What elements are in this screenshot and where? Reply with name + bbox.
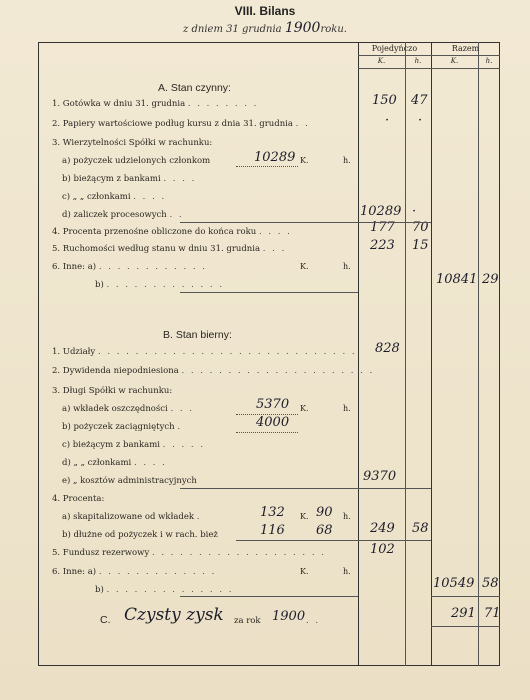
label: d) „ „ członkami [62, 458, 132, 468]
h-marker: h. [343, 156, 351, 165]
a-item-3a [62, 156, 210, 166]
h-marker: h. [343, 404, 351, 413]
a-item-3c: c) „ „ członkami . . . . [62, 192, 167, 202]
b-item-3c: c) bieżącym z bankami . . . . . [62, 440, 206, 450]
a-total-k: 10841 [436, 272, 478, 287]
label: 6. Inne: a) [52, 567, 97, 577]
b-total-h: 58 [482, 576, 499, 591]
b-item-3e [62, 476, 197, 486]
subheader-h: h. [414, 57, 422, 65]
a-total-h: 29 [482, 272, 499, 287]
header-rule [358, 55, 500, 56]
b-3e-k: 9370 [363, 469, 397, 484]
subtotal-rule [358, 540, 431, 541]
b-3a-amount: 5370 [256, 397, 290, 412]
k-marker: K. [300, 156, 309, 165]
label: a) wkładek oszczędności [62, 404, 168, 414]
k-marker: K. [300, 512, 309, 521]
label: b) dłużne od pożyczek i w rach. bież [62, 530, 218, 540]
page-subtitle [0, 20, 530, 36]
subtotal-rule [180, 488, 358, 489]
b-4a-k: 132 [260, 505, 285, 520]
column-header-razem: Razem [451, 44, 480, 53]
b-4b-h: 68 [316, 523, 333, 538]
c-za-rok [234, 616, 261, 626]
a-3a-amount: 10289 [254, 150, 296, 165]
a-5-k: 223 [370, 238, 395, 253]
b-3b-amount: 4000 [256, 415, 290, 430]
label: b) bieżącym z bankami [62, 174, 161, 184]
label: b) [95, 280, 104, 290]
c-leader: . . [306, 616, 321, 626]
h-marker: h. [343, 262, 351, 271]
label: c) „ „ członkami [62, 192, 131, 202]
a-1-h: 47 [411, 93, 428, 108]
column-header-pojedynczo: Pojedyńczo [371, 44, 418, 53]
label: za rok [234, 616, 261, 626]
total-rule [431, 596, 500, 597]
a-item-3d: d) zaliczek procesowych . . [62, 210, 184, 220]
section-rule [180, 292, 358, 293]
a-4-h: 70 [412, 220, 429, 235]
label: d) zaliczek procesowych [62, 210, 167, 220]
label: a) pożyczek udzielonych członkom [62, 156, 211, 166]
label: 1. Gotówka w dniu 31. grudnia [52, 99, 186, 109]
b-item-3d: d) „ „ członkami . . . . [62, 458, 167, 468]
b-total-k: 10549 [433, 576, 475, 591]
b-4b-k: 116 [260, 523, 285, 538]
subheader-k: K. [377, 57, 386, 65]
h-marker: h. [343, 512, 351, 521]
a-2-h: · [418, 113, 423, 128]
a-item-3b: b) bieżącym z bankami . . . . [62, 174, 197, 184]
a-item-6: 6. Inne: a) . . . . . . . . . . . . [52, 262, 207, 272]
subheader-k: K. [450, 57, 459, 65]
label: 4. Procenta: [52, 494, 105, 504]
b-4a-h: 90 [316, 505, 333, 520]
label: c) bieżącym z bankami [62, 440, 160, 450]
label: 1. Udziały [52, 347, 96, 357]
b-item-3b: b) pożyczek zaciągniętych . [62, 422, 183, 432]
k-marker: K. [300, 262, 309, 271]
column-divider [405, 42, 406, 666]
section-b-title: B. Stan bierny: [163, 329, 232, 341]
section-rule [180, 596, 358, 597]
a-3d-k: 10289 [360, 204, 402, 219]
b-item-3 [52, 386, 172, 396]
k-marker: K. [300, 404, 309, 413]
column-divider [431, 42, 432, 666]
label: 2. Dywidenda niepodniesiona [52, 366, 179, 376]
h-marker: h. [343, 567, 351, 576]
b-4-k: 249 [370, 521, 395, 536]
b-item-3a: a) wkładek oszczędności . . . [62, 404, 194, 414]
b-item-6: 6. Inne: a) . . . . . . . . . . . . . [52, 567, 217, 577]
c-total-h: 71 [484, 606, 501, 621]
header-rule [358, 68, 500, 69]
total-rule [431, 626, 500, 627]
a-item-5: 5. Ruchomości według stanu w dniu 31. grudnia . . . [52, 244, 287, 254]
subtotal-rule [180, 222, 358, 223]
b-item-1: 1. Udziały . . . . . . . . . . . . . . . . . . . . . . . . . . . . [52, 347, 357, 357]
c-year-handwritten: 1900 [272, 609, 306, 624]
c-handwritten-label: Czysty zysk [124, 605, 224, 625]
a-5-h: 15 [412, 238, 429, 253]
a-4-k: 177 [370, 220, 395, 235]
a-item-6b: b) . . . . . . . . . . . . . [95, 280, 225, 290]
a-item-4: 4. Procenta przenośne obliczone do końca roku . . . . [52, 227, 292, 237]
a-2-k: · [385, 113, 390, 128]
amount-rule [236, 166, 298, 167]
label: 2. Papiery wartościowe podług kursu z dnia 31. grudnia [52, 119, 293, 129]
amount-rule [236, 414, 298, 415]
a-item-2: 2. Papiery wartościowe podług kursu z dnia 31. grudnia . . [52, 119, 310, 129]
b-item-4a: a) skapitalizowane od wkładek . [62, 512, 202, 522]
label: 3. Wierzytelności Spółki w rachunku: [52, 138, 213, 148]
label: b) pożyczek zaciągniętych [62, 422, 175, 432]
label: b) [95, 585, 104, 595]
label: a) skapitalizowane od wkładek [62, 512, 195, 522]
section-a-title: A. Stan czynny: [158, 82, 231, 94]
k-marker: K. [300, 567, 309, 576]
subtotal-rule [358, 222, 431, 223]
c-total-k: 291 [451, 606, 476, 621]
section-c-label: C. [100, 614, 111, 626]
column-divider [358, 42, 359, 666]
column-divider [478, 42, 479, 666]
b-item-4 [52, 494, 104, 504]
b-item-4b [62, 530, 218, 540]
subtitle-suffix: roku. [320, 24, 347, 35]
b-5-k: 102 [370, 542, 395, 557]
label: 5. Ruchomości według stanu w dniu 31. grudnia [52, 244, 261, 254]
label: 5. Fundusz rezerwowy [52, 548, 150, 558]
year-handwritten: 1900 [284, 20, 321, 36]
b-item-2: 2. Dywidenda niepodniesiona . . . . . . . . . . . . . . . . . . . . . [52, 366, 375, 376]
b-item-5: 5. Fundusz rezerwowy . . . . . . . . . . . . . . . . . . . [52, 548, 326, 558]
subtotal-rule [358, 488, 431, 489]
a-1-k: 150 [372, 93, 397, 108]
label: 4. Procenta przenośne obliczone do końca roku [52, 227, 257, 237]
a-item-3 [52, 138, 212, 148]
b-1-k: 828 [375, 341, 400, 356]
amount-rule [236, 432, 298, 433]
a-3d-h: · [412, 204, 417, 219]
label: 6. Inne: a) [52, 262, 97, 272]
subtotal-rule [236, 540, 358, 541]
a-item-1: 1. Gotówka w dniu 31. grudnia . . . . . . . . [52, 99, 259, 109]
subtitle-prefix: z dniem 31 grudnia [183, 24, 282, 35]
page-title: VIII. Bilans [234, 4, 296, 18]
b-4-h: 58 [412, 521, 429, 536]
label: e) „ kosztów administracyjnych [62, 476, 197, 486]
b-item-6b: b) . . . . . . . . . . . . . . [95, 585, 234, 595]
label: 3. Długi Spółki w rachunku: [52, 386, 173, 396]
subheader-h: h. [485, 57, 493, 65]
